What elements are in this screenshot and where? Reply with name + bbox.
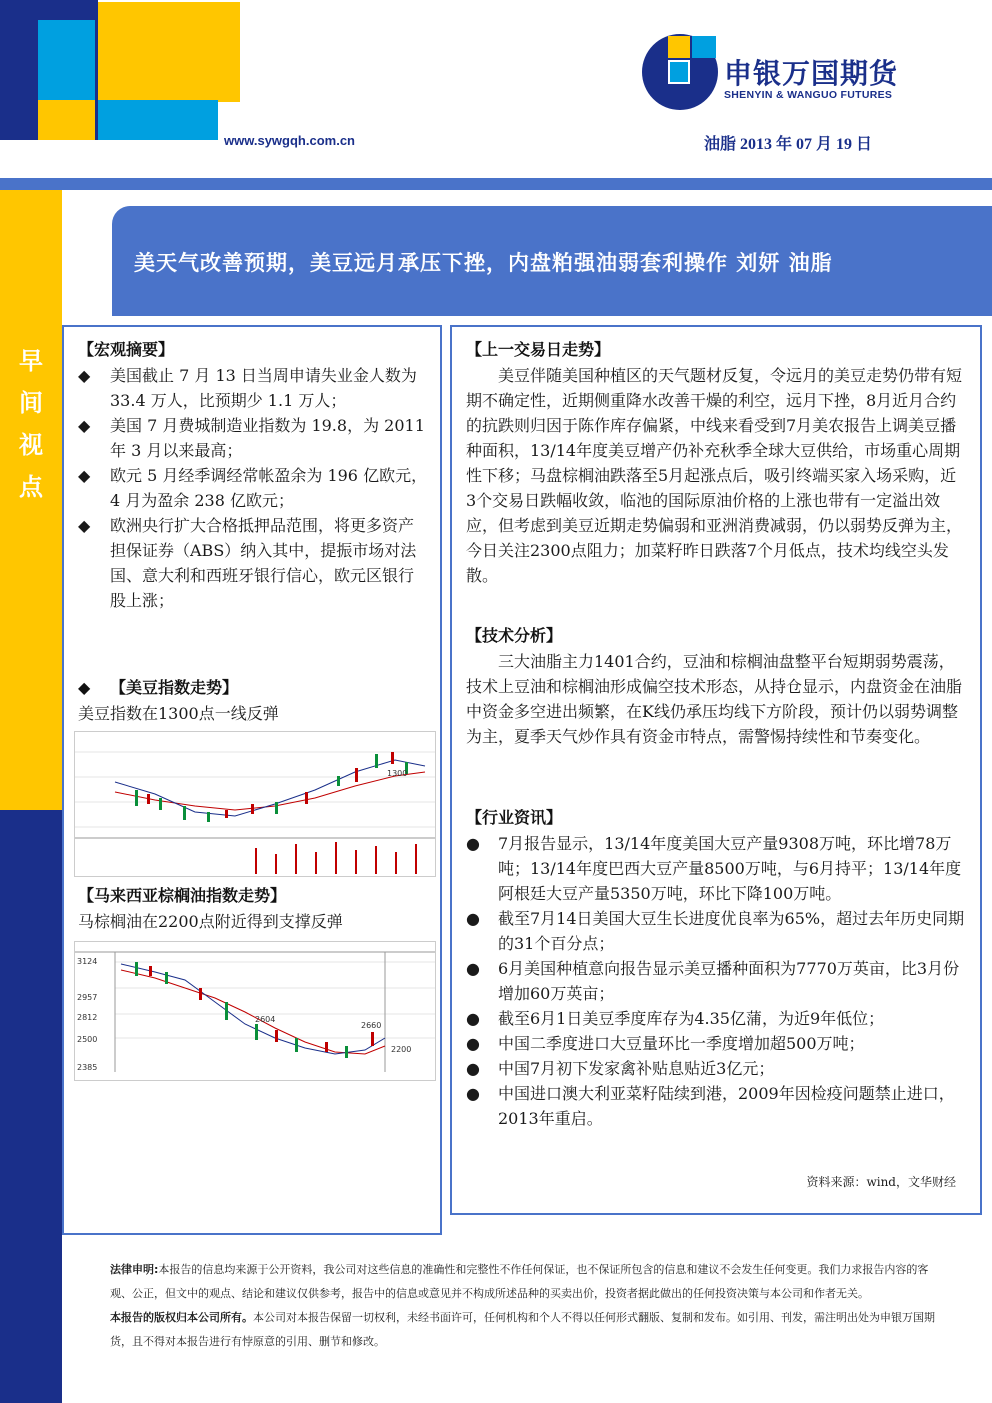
chart-tick-label: 2812 (77, 1013, 98, 1022)
list-item: ◆ 欧元 5 月经季调经常帐盈余为 196 亿欧元，4 月为盈余 238 亿欧元； (78, 466, 428, 510)
legal-paragraph-2: 本报告的版权归本公司所有。本公司对本报告保留一切权利，未经书面许可，任何机构和个人不得以任何形式翻版、复制和发布。如引用、刊发，需注明出处为申银万国期货，且不得对本报告进行有悖原意的引用、删节和修改。 (110, 1311, 935, 1348)
list-item: ● 中国7月初下发家禽补贴息贴近3亿元； (466, 1059, 775, 1078)
last-trade-text: 美豆伴随美国种植区的天气题材反复，令远月的美豆走势仍带有短期不确定性，近期侧重降水改善干燥的利空，远月下挫，8月近月合约的抗跌则归因于陈作库存偏紧，中线来看受到7月美农报告上调美豆播种面积，13/14年度美豆增产仍补充秋季全球大豆供给，市场重心周期性下移；马盘棕榈油跌落至5月起涨点后，吸引终端买家入场采购，近3个交易日跌幅收敛，临池的国际原油价格的上涨也带有一定溢出效应，但考虑到美豆近期走势偏弱和亚洲消费减弱，仍以弱势反弹为主，今日关注2300点阻力；加菜籽昨日跌落7个月低点，技术均线空头发散。 (466, 366, 963, 585)
palm-index-chart (74, 941, 436, 1081)
chart-tick-label: 2385 (77, 1063, 98, 1072)
chart-tick-label: 3124 (77, 957, 98, 966)
legal-statement (110, 1258, 942, 1354)
side-label-char: 视 (19, 431, 43, 459)
chart-tick-label: 2200 (391, 1045, 412, 1054)
list-item: ◆ 欧洲央行扩大合格抵押品范围，将更多资产担保证券（ABS）纳入其中，提振市场对法国、意大利和西班牙银行信心，欧元区银行股上涨； (78, 516, 417, 610)
chart-tick-label: 2660 (361, 1021, 382, 1030)
left-panel (62, 325, 442, 1235)
macro-list (78, 363, 428, 613)
website-link[interactable]: www.sywgqh.com.cn (224, 133, 355, 148)
palm-index-text: 马棕榈油在2200点附近得到支撑反弹 (78, 912, 343, 931)
side-label (14, 340, 48, 508)
list-item: ◆ 美国 7 月费城制造业指数为 19.8，为 2011 年 3 月以来最高； (78, 416, 425, 460)
list-item: ● 中国二季度进口大豆量环比一季度增加超500万吨； (466, 1034, 865, 1053)
list-item: ● 6月美国种植意向报告显示美豆播种面积为7770万英亩，比3月份增加60万英亩； (466, 959, 960, 1003)
logo-text-en: SHENYIN & WANGUO FUTURES (724, 89, 893, 101)
list-item: ◆ 美国截止 7 月 13 日当周申请失业金人数为 33.4 万人，比预期少 1.1 万人； (78, 366, 417, 410)
right-panel (450, 325, 982, 1215)
header-decor-cyan-2 (98, 100, 218, 140)
side-strip-navy (0, 810, 62, 1403)
chart-tick-label: 1300 (387, 769, 408, 778)
chart-tick-label: 2500 (77, 1035, 98, 1044)
source-note: 资料来源：wind，文华财经 (806, 1175, 956, 1189)
palm-index-heading: 【马来西亚棕榈油指数走势】 (78, 886, 287, 905)
side-label-char: 早 (19, 347, 43, 375)
list-item: ● 7月报告显示，13/14年度美国大豆产量9308万吨，环比增78万吨；13/14年度巴西大豆产量8500万吨，与6月持平；13/14年度阿根廷大豆产量5350万吨，环比下降100万吨。 (466, 834, 962, 903)
list-item: ● 中国进口澳大利亚菜籽陆续到港，2009年因检疫问题禁止进口，2013年重启。 (466, 1084, 955, 1128)
logo-text-cn: 申银万国期货 (724, 57, 899, 90)
soy-index-chart (74, 731, 436, 877)
header-decor-yellow-2 (38, 100, 95, 140)
legal-paragraph-1: 法律申明:本报告的信息均来源于公开资料，我公司对这些信息的准确性和完整性不作任何保证，也不保证所包含的信息和建议不会发生任何变更。我们力求报告内容的客观、公正，但文中的观点、结论和建议仅供参考，报告中的信息或意见并不构成所述品种的买卖出价，投资者据此做出的任何投资决策与本公司和作者无关。 (110, 1263, 929, 1300)
report-title: 美天气改善预期，美豆远月承压下挫，内盘粕强油弱套利操作 刘妍 油脂 (134, 251, 833, 275)
report-date: 油脂 2013 年 07 月 19 日 (704, 136, 873, 153)
macro-heading: 【宏观摘要】 (78, 340, 175, 359)
industry-list (466, 831, 966, 1131)
company-logo-icon (640, 32, 720, 112)
last-trade-heading: 【上一交易日走势】 (466, 340, 611, 359)
tech-text: 三大油脂主力1401合约，豆油和棕榈油盘整平台短期弱势震荡，技术上豆油和棕榈油形成偏空技术形态，从持仓显示，内盘资金在油脂中资金多空进出频繁，在K线仍承压均线下方阶段，预计仍以弱势调整为主，夏季天气炒作具有资金市特点，需警惕持续性和节奏变化。 (466, 652, 963, 746)
soy-index-heading: ◆ 【美豆指数走势】 (78, 678, 239, 697)
chart-tick-label: 2604 (255, 1015, 276, 1024)
chart-tick-label: 2957 (77, 993, 98, 1002)
industry-heading: 【行业资讯】 (466, 808, 563, 827)
header-rule (0, 178, 992, 190)
list-item: ● 截至6月1日美豆季度库存为4.35亿蒲，为近9年低位； (466, 1009, 885, 1028)
soy-index-text: 美豆指数在1300点一线反弹 (78, 704, 279, 723)
tech-heading: 【技术分析】 (466, 626, 563, 645)
list-item: ● 截至7月14日美国大豆生长进度优良率为65%，超过去年历史同期的31个百分点； (466, 909, 965, 953)
side-label-char: 间 (19, 389, 43, 417)
side-label-char: 点 (19, 473, 43, 501)
